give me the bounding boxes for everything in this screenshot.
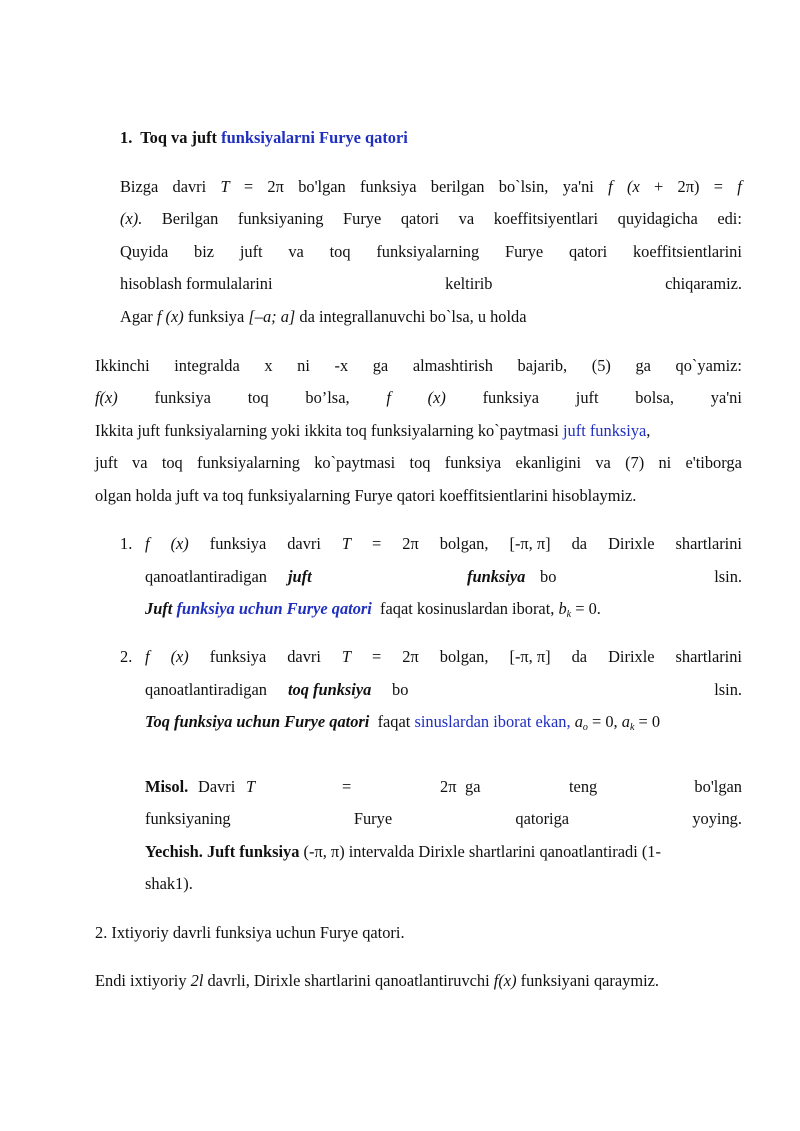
word: ya'ni [710, 388, 742, 407]
word: integralda [174, 356, 240, 375]
section-heading-2 [95, 923, 405, 943]
body-line-2 [95, 388, 742, 408]
word: funksiya [467, 567, 526, 586]
word: ya'ni [562, 177, 594, 196]
word: funksiya [209, 647, 267, 666]
word: Quyida [120, 242, 169, 261]
word: da [571, 534, 588, 553]
math-fx: f(x) [493, 971, 517, 990]
word: Agar [120, 307, 153, 326]
word: funksiya [187, 307, 245, 326]
word: juft [575, 388, 599, 407]
word: [-π, π] [509, 647, 551, 666]
word: = [713, 177, 724, 196]
word: davri [287, 647, 321, 666]
word: yoying. [692, 809, 742, 828]
word: va [288, 242, 304, 261]
word: ekanligini [515, 453, 582, 472]
word: (x) [170, 534, 189, 553]
highlight-text: sinuslardan iborat ekan, [414, 712, 571, 731]
math-var: a [621, 712, 630, 731]
word: f [386, 388, 391, 407]
word: ko`paytmasi [314, 453, 396, 472]
word: ga [635, 356, 651, 375]
heading-text: Toq va juft [140, 128, 218, 147]
word: 2π [440, 777, 457, 796]
word: 2π [402, 534, 419, 553]
text: = 0. [575, 599, 601, 618]
word: juft [239, 242, 263, 261]
word: T [341, 534, 352, 553]
word: (x) [170, 647, 189, 666]
word: bo’lsa, [305, 388, 350, 407]
word: x [264, 356, 273, 375]
word: va [458, 209, 475, 228]
word: bo'lgan [298, 177, 346, 196]
word: biz [194, 242, 215, 261]
math-interval: [–a; a] [248, 307, 296, 326]
word: toq [409, 453, 431, 472]
word: toq [329, 242, 351, 261]
word: toq funksiya [288, 680, 372, 699]
word: -x [334, 356, 349, 375]
word: (x) [427, 388, 446, 407]
word: bo [392, 680, 409, 699]
word: funksiyalarning [197, 453, 300, 472]
word: f [145, 534, 150, 553]
intro-line-5 [120, 307, 527, 327]
word: bo'lgan [694, 777, 742, 796]
word: funksiya [482, 388, 540, 407]
word: Dirixle [608, 647, 655, 666]
list-number: 2. [120, 647, 133, 666]
item1-line-3 [145, 599, 601, 619]
math-fx: f (x) [156, 307, 184, 326]
word: Yechish. [145, 842, 203, 861]
word: berilgan [430, 177, 485, 196]
final-line [95, 971, 659, 991]
word: Toq funksiya uchun Furye qatori [145, 712, 370, 731]
list-number-1 [120, 534, 132, 554]
word: Juft [145, 599, 173, 618]
intro-line-2 [120, 209, 742, 229]
item2-line-3 [145, 712, 742, 732]
word: funksiya [444, 453, 502, 472]
text: , [646, 421, 651, 440]
word: f [145, 647, 150, 666]
word: T [246, 777, 256, 796]
word: bajarib, [517, 356, 568, 375]
heading-link-text: funksiyalarni Furye qatori [221, 128, 408, 147]
word: Berilgan [161, 209, 219, 228]
word: Bizga [120, 177, 159, 196]
word: davri [172, 177, 207, 196]
word: f [737, 177, 742, 196]
text: = 0, [592, 712, 618, 731]
word: bolgan, [439, 647, 489, 666]
word: 2π [267, 177, 284, 196]
word: toq [247, 388, 269, 407]
word: qatoriga [515, 809, 570, 828]
example-line-2 [145, 809, 742, 829]
word: davri [287, 534, 321, 553]
word: qanoatlantiradigan [145, 567, 267, 586]
text: Ikkita juft funksiyalarning yoki ikkita toq funksiyalarning ko`paytmasi [95, 421, 559, 440]
word: koeffitsiyentlari [493, 209, 599, 228]
word: da [571, 647, 588, 666]
word: juft [95, 453, 118, 472]
intro-line-3 [120, 242, 742, 262]
highlight-text: juft funksiya [562, 421, 647, 440]
word: va [595, 453, 611, 472]
body-line-1 [95, 356, 742, 376]
text: shak1). [145, 874, 193, 893]
word: Furye [504, 242, 544, 261]
word: + [654, 177, 664, 196]
word: qanoatlantiradigan [145, 680, 267, 699]
intro-line-1 [120, 177, 742, 197]
word: faqat [377, 712, 411, 731]
word: (5) [591, 356, 611, 375]
math-var: 2l [190, 971, 204, 990]
word: ga [372, 356, 389, 375]
word: quyidagicha [617, 209, 698, 228]
word: chiqaramiz. [665, 274, 742, 293]
word: (x). [120, 209, 143, 228]
math-subscript: o [582, 722, 588, 733]
text: Endi ixtiyoriy [95, 971, 187, 990]
word: ga [465, 777, 481, 796]
word: funksiya [209, 534, 267, 553]
math-subscript: k [629, 722, 635, 733]
heading-text: 2. Ixtiyoriy davrli funksiya uchun Furye qatori. [95, 923, 405, 942]
text: davrli, Dirixle shartlarini qanoatlantiruvchi [207, 971, 490, 990]
word: hisoblash formulalarini [120, 274, 273, 293]
example-line-3 [145, 842, 661, 862]
highlight-text: funksiya uchun [176, 599, 283, 618]
section-heading-1 [120, 128, 408, 148]
body-line-4 [95, 453, 742, 473]
word: funksiyaning [145, 809, 231, 828]
list-number: 1. [120, 534, 133, 553]
word: = [342, 777, 352, 796]
body-line-3 [95, 421, 650, 441]
word: = [243, 177, 254, 196]
example-line-4 [145, 874, 193, 894]
item1-line-1 [145, 534, 742, 554]
example-line-1 [145, 777, 742, 797]
word: Davri [198, 777, 236, 796]
body-line-5 [95, 486, 636, 506]
word: Juft funksiya [206, 842, 300, 861]
word: Misol. [145, 777, 189, 796]
word: Furye [353, 809, 393, 828]
word: 2π) [677, 177, 700, 196]
highlight-text: Furye qatori [286, 599, 372, 618]
word: toq [161, 453, 183, 472]
word: = [372, 647, 382, 666]
word: qatori [400, 209, 440, 228]
item2-line-1 [145, 647, 742, 667]
text: (-π, π) intervalda Dirixle shartlarini qanoatlantiradi (1- [303, 842, 661, 861]
word: qo`yamiz: [675, 356, 742, 375]
word: f(x) [95, 388, 118, 407]
word: bo`lsin, [498, 177, 549, 196]
word: da integrallanuvchi bo`lsa, u holda [299, 307, 527, 326]
word: funksiyaning [237, 209, 324, 228]
word: shartlarini [675, 647, 742, 666]
word: = [372, 534, 382, 553]
word: (7) [625, 453, 645, 472]
math-var: b [558, 599, 567, 618]
word: T [220, 177, 230, 196]
word: shartlarini [675, 534, 742, 553]
text: faqat kosinuslardan iborat, [380, 599, 555, 618]
word: ni [297, 356, 310, 375]
intro-line-4 [120, 274, 742, 294]
word: va [132, 453, 148, 472]
word: keltirib [445, 274, 493, 293]
math-subscript: k [566, 609, 572, 620]
word: Ikkinchi [95, 356, 150, 375]
word: juft [288, 567, 312, 586]
word: 2π [402, 647, 419, 666]
list-number-2 [120, 647, 132, 667]
text: olgan holda juft va toq funksiyalarning Furye qatori koeffitsientlarini hisoblaymiz. [95, 486, 637, 505]
word: koeffitsientlarini [632, 242, 742, 261]
word: teng [569, 777, 598, 796]
word: lsin. [714, 680, 742, 699]
heading-number: 1. [120, 128, 133, 147]
word: ni [658, 453, 672, 472]
item2-line-2 [145, 680, 742, 700]
word: T [341, 647, 352, 666]
word: e'tiborga [685, 453, 742, 472]
word: [-π, π] [509, 534, 551, 553]
math-var: a [574, 712, 583, 731]
word: funksiya [154, 388, 211, 407]
word: qatori [568, 242, 608, 261]
word: bolgan, [439, 534, 489, 553]
word: f [608, 177, 613, 196]
word: almashtirish [412, 356, 493, 375]
text: = 0 [638, 712, 661, 731]
word: funksiyalarning [376, 242, 480, 261]
text: funksiyani qaraymiz. [520, 971, 660, 990]
word: (x [627, 177, 640, 196]
word: edi: [717, 209, 742, 228]
item1-line-2 [145, 567, 742, 587]
word: Furye [343, 209, 382, 228]
word: bolsa, [635, 388, 674, 407]
word: funksiya [360, 177, 417, 196]
word: bo [540, 567, 557, 586]
word: lsin. [714, 567, 742, 586]
word: Dirixle [608, 534, 655, 553]
